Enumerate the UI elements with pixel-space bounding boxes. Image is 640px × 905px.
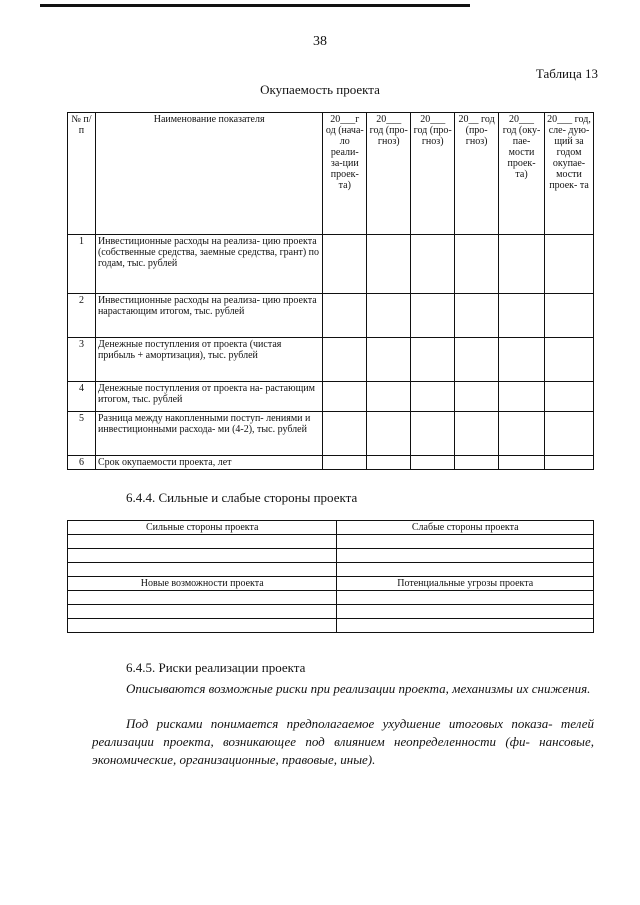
row-name: Разница между накопленными поступ- лениями и инвестиционными расхода- ми (4-2), тыс. рублей [95,412,322,456]
row-name: Инвестиционные расходы на реализа- цию проекта (собственные средства, заемные средства, грант) по годам, тыс. рублей [95,235,322,294]
payback-table [67,112,594,470]
row-name: Инвестиционные расходы на реализа- цию проекта нарастающим итогом, тыс. рублей [95,294,322,338]
table-title: Окупаемость проекта [260,82,380,97]
top-rule [40,4,470,7]
table-row [68,563,594,577]
swot-header-row [68,521,594,535]
row-number: 2 [68,294,96,338]
opportunities-header: Новые возможности проекта [68,577,337,591]
table-row [68,412,594,456]
header-cell: 20__ год (про- гноз) [455,113,499,235]
header-cell: 20___г од (нача- ло реали- за-ции проек- та) [323,113,367,235]
row-number: 6 [68,456,96,470]
table-row [68,535,594,549]
table-row [68,549,594,563]
table-row [68,382,594,412]
threats-header: Потенциальные угрозы проекта [337,577,594,591]
table-row [68,338,594,382]
header-cell: № п/п [68,113,96,235]
swot-table [67,520,594,633]
row-number: 4 [68,382,96,412]
table-row [68,591,594,605]
table-row [68,235,594,294]
swot-header-row [68,577,594,591]
header-cell: 20___ год (оку- пае- мости проек- та) [499,113,545,235]
row-number: 5 [68,412,96,456]
row-number: 3 [68,338,96,382]
row-name: Денежные поступления от проекта (чистая прибыль + амортизация), тыс. рублей [95,338,322,382]
paragraph: Под рисками понимается предполагаемое ухудшение итоговых показа- телей реализации проекта, возникающее под влиянием неопределенности (фи- нансовые, экономические, организационные, правовые, иные). [92,716,594,767]
table-row [68,605,594,619]
section-heading: 6.4.5. Риски реализации проекта [126,660,306,675]
header-cell: Наименование показателя [95,113,322,235]
table-header-row [68,113,594,235]
page-number: 38 [313,34,327,49]
strengths-header: Сильные стороны проекта [68,521,337,535]
row-name: Срок окупаемости проекта, лет [95,456,322,470]
section-heading: 6.4.4. Сильные и слабые стороны проекта [126,490,358,505]
header-cell: 20___ год (про- гноз) [411,113,455,235]
table-row [68,619,594,633]
paragraph: Описываются возможные риски при реализации проекта, механизмы их снижения. [126,681,591,696]
row-number: 1 [68,235,96,294]
table-label: Таблица 13 [535,66,598,81]
weaknesses-header: Слабые стороны проекта [337,521,594,535]
header-cell: 20___ год (про- гноз) [367,113,411,235]
header-cell: 20___ год, сле- дую- щий за годом окупае- мости проек- та [545,113,594,235]
table-row [68,294,594,338]
table-row [68,456,594,470]
row-name: Денежные поступления от проекта на- растающим итогом, тыс. рублей [95,382,322,412]
